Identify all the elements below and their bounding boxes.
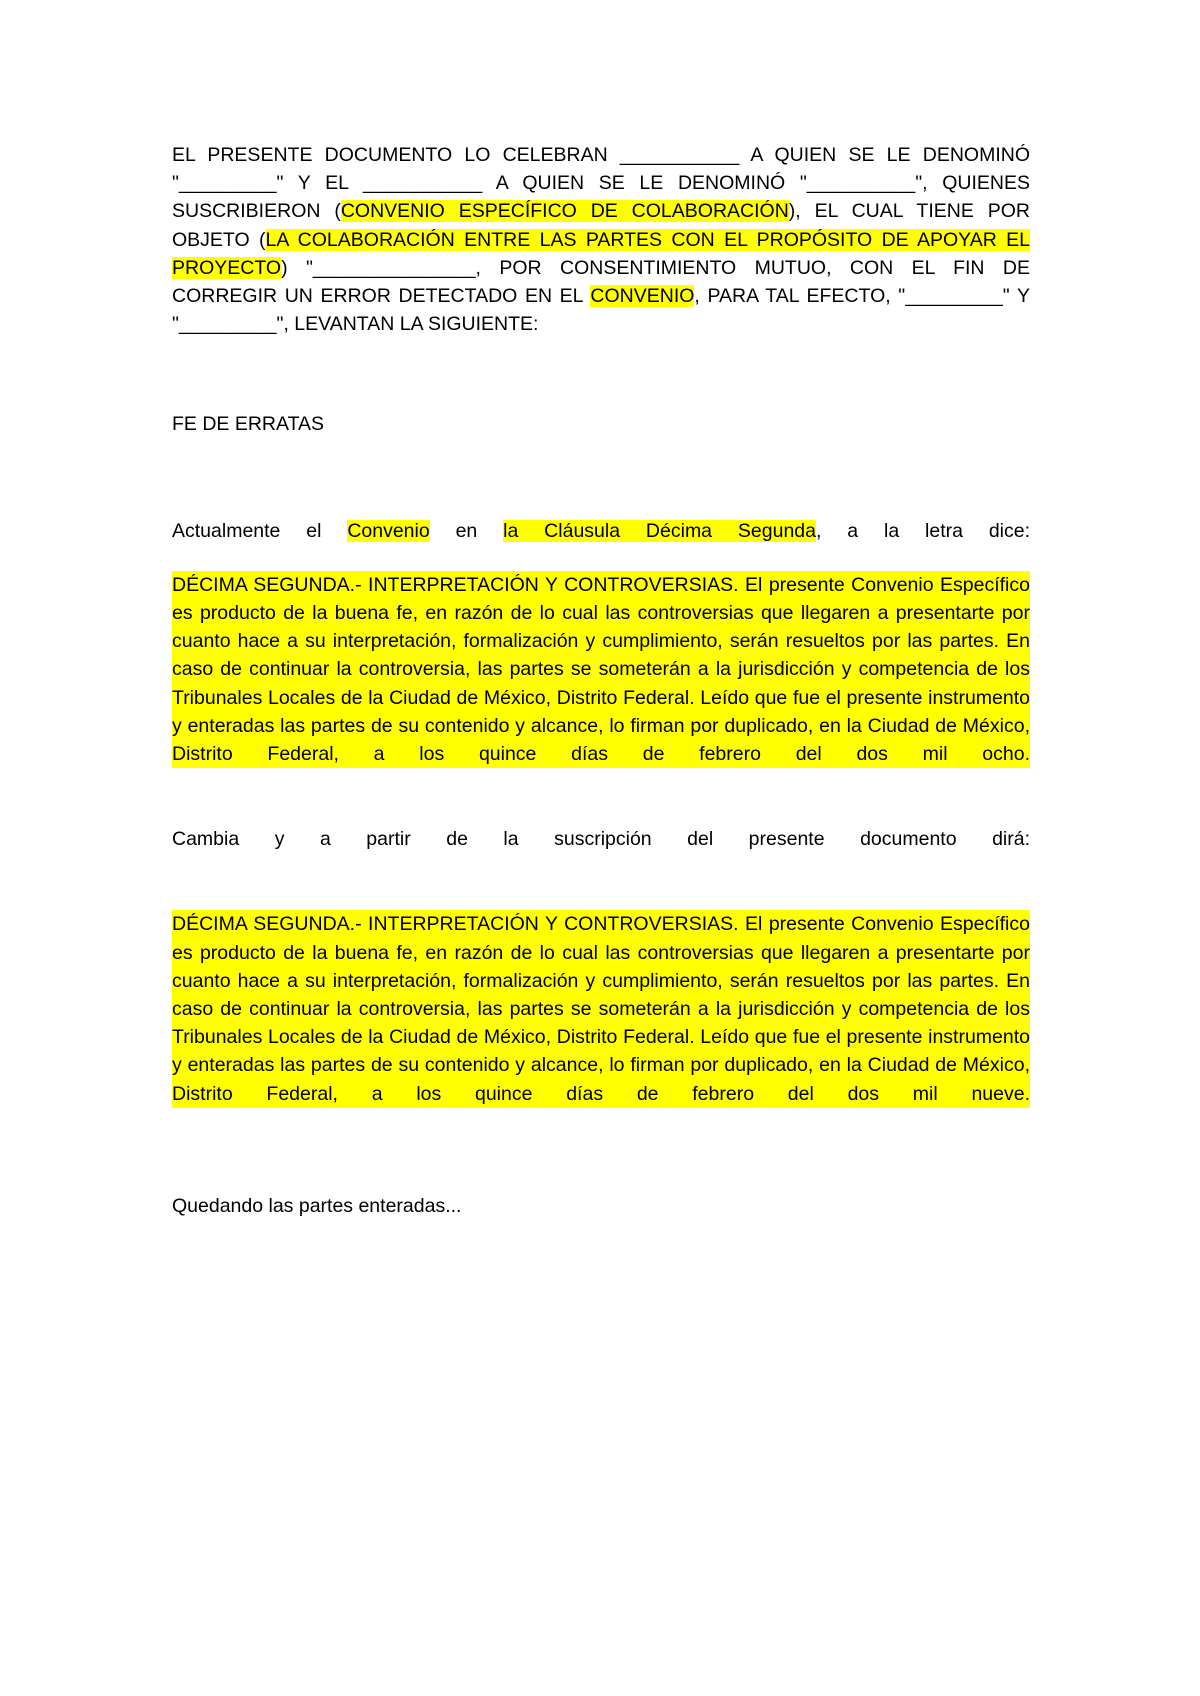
document-title: FE DE ERRATAS xyxy=(172,413,325,436)
actual-text-1: Actualmente el xyxy=(172,519,348,542)
intro-text-2: ), EL CUAL TIENE POR OBJETO ( xyxy=(172,200,1030,251)
intro-text-3: ) "_______________, POR CONSENTIMIENTO MUTUO, CON EL FIN DE CORREGIR UN ERROR DETECTADO EN EL xyxy=(172,256,1030,308)
intro-text-4: , PARA TAL EFECTO, "_________" Y "_________", LEVANTAN LA SIGUIENTE: xyxy=(172,285,1030,336)
intro-paragraph xyxy=(172,141,1030,338)
clause-original-text: DÉCIMA SEGUNDA.- INTERPRETACIÓN Y CONTROVERSIAS. El presente Convenio Específico es producto de la buena fe, en razón de lo cual las controversias que llegaren a presentarte por cuanto hace a su interpretación, formalización y cumplimiento, serán resueltos por las partes. En caso de continuar la controversia, las partes se someterán a la jurisdicción y competencia de los Tribunales Locales de la Ciudad de México, Distrito Federal. Leído que fue el presente instrumento y enteradas las partes de su contenido y alcance, lo firman por duplicado, en la Ciudad de México, Distrito Federal, a los quince días de febrero del dos mil ocho. xyxy=(172,571,1030,768)
intro-text-1: EL PRESENTE DOCUMENTO LO CELEBRAN ___________ A QUIEN SE LE DENOMINÓ "_________" Y EL ___________ A QUIEN SE LE DENOMINÓ "__________", QUIENES SUSCRIBIERON ( xyxy=(172,144,1030,223)
clause-corrected-text: DÉCIMA SEGUNDA.- INTERPRETACIÓN Y CONTROVERSIAS. El presente Convenio Específico es producto de la buena fe, en razón de lo cual las controversias que llegaren a presentarte por cuanto hace a su interpretación, formalización y cumplimiento, serán resueltos por las partes. En caso de continuar la controversia, las partes se someterán a la jurisdicción y competencia de los Tribunales Locales de la Ciudad de México, Distrito Federal. Leído que fue el presente instrumento y enteradas las partes de su contenido y alcance, lo firman por duplicado, en la Ciudad de México, Distrito Federal, a los quince días de febrero del dos mil nueve. xyxy=(172,910,1030,1107)
highlight-convenio-ref: Convenio xyxy=(347,519,430,542)
highlight-convenio: CONVENIO xyxy=(590,285,695,308)
actual-text-2: en xyxy=(429,519,504,542)
highlight-agreement-type: CONVENIO ESPECÍFICO DE COLABORACIÓN xyxy=(340,200,789,223)
actual-text-3: , a la letra dice: xyxy=(815,519,1031,542)
document-page xyxy=(172,141,1030,1220)
change-intro: Cambia y a partir de la suscripción del presente documento dirá: xyxy=(172,828,1030,851)
highlight-clause-ref: la Cláusula Décima Segunda xyxy=(503,519,816,542)
closing-line: Quedando las partes enteradas... xyxy=(172,1194,462,1217)
current-clause-intro xyxy=(172,517,1030,545)
highlight-agreement-purpose: LA COLABORACIÓN ENTRE LAS PARTES CON EL PROPÓSITO DE APOYAR EL PROYECTO xyxy=(172,228,1030,279)
